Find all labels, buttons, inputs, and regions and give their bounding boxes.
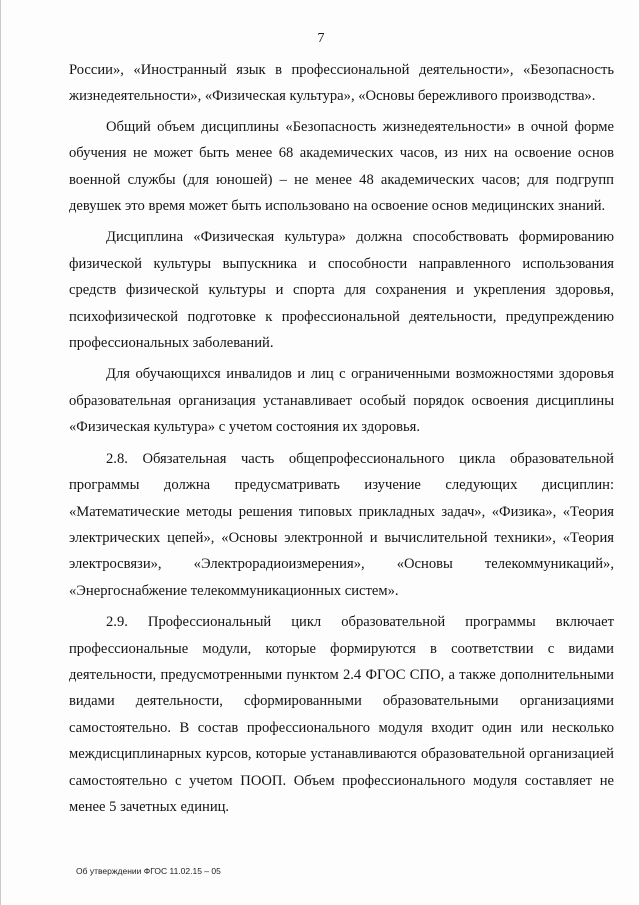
page-number: 7 [317,31,325,46]
paragraph-section-2-9: 2.9. Профессиональный цикл образовательной программы включает профессиональные модули, которые формируются в соответствии с видами деятельности, предусмотренными пунктом 2.4 ФГОС СПО, а также дополнительными видами деятельности, сформированными образовательными организациями самостоятельно. В состав профессионального модуля входит один или несколько междисциплинарных курсов, которые устанавливаются образовательной организацией самостоятельно с учетом ПООП. Объем профессионального модуля составляет не менее 5 зачетных единиц. [69,614,614,815]
paragraph-physical-culture: Дисциплина «Физическая культура» должна способствовать формированию физической культуры выпускника и способности направленного использования средств физической культуры и спорта для сохранения и укрепления здоровья, психофизической подготовке к профессиональной деятельности, предупреждению профессиональных заболеваний. [69,229,614,352]
document-body [69,57,614,824]
paragraph-section-2-8: 2.8. Обязательная часть общепрофессионального цикла образовательной программы должна предусматривать изучение следующих дисциплин: «Математические методы решения типовых прикладных задач», «Физика», «Теория электрических цепей», «Основы электронной и вычислительной техники», «Теория электросвязи», «Электрорадиоизмерения», «Основы телекоммуникаций», «Энергоснабжение телекоммуникационных систем». [69,450,614,599]
paragraph-continuation: России», «Иностранный язык в профессиональной деятельности», «Безопасность жизнедеятельности», «Физическая культура», «Основы бережливого производства». [69,62,614,105]
footer-note: Об утверждении ФГОС 11.02.15 – 05 [76,866,221,876]
paragraph-bzhd-volume: Общий объем дисциплины «Безопасность жизнедеятельности» в очной форме обучения не может быть менее 68 академических часов, из них на освоение основ военной службы (для юношей) – не менее 48 академических часов; для подгрупп девушек это время может быть использовано на освоение основ медицинских знаний. [69,118,614,215]
paragraph-disabled-students: Для обучающихся инвалидов и лиц с ограниченными возможностями здоровья образовательная организация устанавливает особый порядок освоения дисциплины «Физическая культура» с учетом состояния их здоровья. [69,366,614,436]
